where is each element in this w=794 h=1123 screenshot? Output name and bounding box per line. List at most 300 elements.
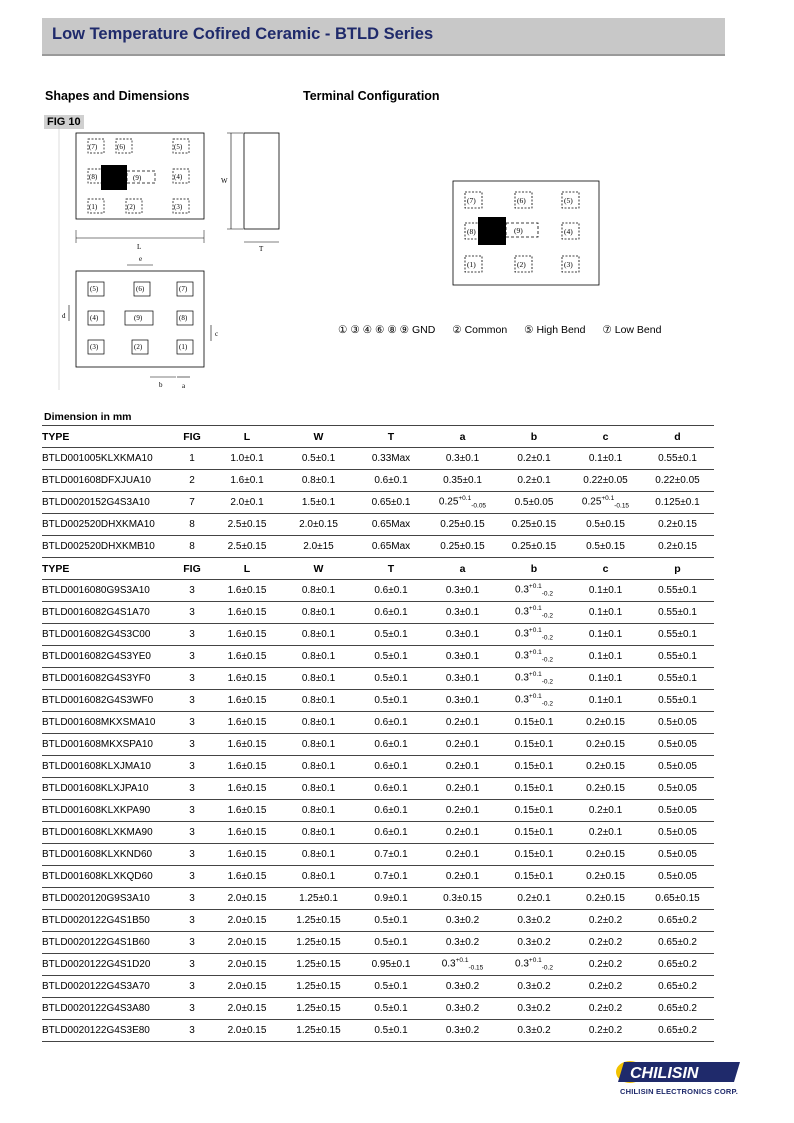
table-row [42,448,714,470]
table-cell: BTLD001608KLXKQD60 [42,866,172,888]
term-pad-label: (5) [564,196,573,205]
table-cell: 0.1±0.1 [570,668,641,690]
table-cell: 0.6±0.1 [355,756,427,778]
table-cell: BTLD001005KLXKMA10 [42,448,172,470]
dimension-table [42,425,714,1042]
term-pad-label: (1) [467,260,476,269]
table-cell: $0.3^{+0.1}_{-0.2}$ [498,690,570,712]
table-cell: 0.2±0.1 [570,800,641,822]
legend-low: ⑦ Low Bend [602,324,662,336]
table-cell: BTLD002520DHXKMA10 [42,514,172,536]
table-cell: 1.6±0.15 [212,866,282,888]
table-cell: BTLD001608MKXSPA10 [42,734,172,756]
table-cell: 1.25±0.15 [282,932,355,954]
table-cell: 3 [172,910,212,932]
table-cell: 0.5±0.1 [355,690,427,712]
dim-d: d [62,312,66,320]
dim-L: L [137,243,142,251]
term-pad-label: (6) [517,196,526,205]
table-cell: a [427,558,498,580]
pad-label: (7) [179,285,188,293]
table-cell: 2.0±0.15 [212,998,282,1020]
table-cell: 0.2±0.2 [570,910,641,932]
legend-common: ② Common [452,324,508,336]
table-cell: 0.5±0.05 [641,844,714,866]
term-pad-label: (4) [564,227,573,236]
table-row [42,580,714,602]
pad-label: (6) [117,143,126,151]
table-cell: 2.0±0.15 [212,888,282,910]
pad-label: (4) [90,314,99,322]
table-cell: 0.15±0.1 [498,778,570,800]
table-row [42,602,714,624]
table-cell: BTLD0020122G4S3A80 [42,998,172,1020]
table-cell: 0.1±0.1 [570,646,641,668]
table-cell: L [212,558,282,580]
table-cell: 0.2±0.15 [570,712,641,734]
table-cell: 0.35±0.1 [427,470,498,492]
logo-subtitle: CHILISIN ELECTRONICS CORP. [620,1087,738,1096]
table-cell: 1.25±0.15 [282,954,355,976]
table-row [42,756,714,778]
table-cell: 0.3±0.1 [427,580,498,602]
table-cell: W [282,426,355,448]
table-cell: 0.6±0.1 [355,712,427,734]
table-row [42,844,714,866]
table-cell: 0.6±0.1 [355,822,427,844]
pad-label: (4) [174,173,183,181]
table-cell: 0.2±0.15 [641,536,714,558]
table-cell: 0.2±0.15 [570,756,641,778]
dim-W: W [221,177,228,185]
table-cell: 1.6±0.1 [212,470,282,492]
term-pad-label: (2) [517,260,526,269]
table-cell: $0.3^{+0.1}_{-0.2}$ [498,668,570,690]
table-cell: 2.0±0.1 [212,492,282,514]
table-cell: 0.2±0.2 [570,932,641,954]
legend-gnd: ① ③ ④ ⑥ ⑧ ⑨ GND [338,324,436,336]
table-cell: 0.2±0.15 [641,514,714,536]
table-cell: 0.65±0.1 [355,492,427,514]
table-cell: 0.65±0.2 [641,998,714,1020]
table-cell: $0.25^{+0.1}_{-0.05}$ [427,492,498,514]
table-cell: 2.0±0.15 [212,954,282,976]
logo-brand: CHILISIN [630,1065,699,1082]
table-cell: 0.3±0.2 [498,976,570,998]
table-row [42,712,714,734]
table-cell: TYPE [42,426,172,448]
table-cell: 2 [172,470,212,492]
table-cell: BTLD001608KLXKMA90 [42,822,172,844]
table-cell: BTLD0020152G4S3A10 [42,492,172,514]
table-cell: BTLD0016082G4S3YE0 [42,646,172,668]
table-cell: BTLD0020122G4S3E80 [42,1020,172,1042]
table-cell: 0.55±0.1 [641,646,714,668]
table-cell: 0.5±0.1 [355,932,427,954]
table-cell: BTLD001608DFXJUA10 [42,470,172,492]
table-cell: 7 [172,492,212,514]
dim-T: T [259,245,264,253]
table-cell: BTLD0020122G4S1B60 [42,932,172,954]
table-cell: 0.3±0.2 [427,910,498,932]
table-row [42,998,714,1020]
table-cell: $0.3^{+0.1}_{-0.2}$ [498,646,570,668]
table-cell: c [570,426,641,448]
table-cell: TYPE [42,558,172,580]
table-cell: 3 [172,888,212,910]
table-cell: 0.65Max [355,514,427,536]
table-cell: b [498,426,570,448]
pad-label: (2) [127,203,136,211]
table-cell: 2.0±15 [282,536,355,558]
table-cell: 0.3±0.2 [498,1020,570,1042]
table-cell: 0.5±0.1 [355,976,427,998]
page-title: Low Temperature Cofired Ceramic - BTLD Series [52,25,434,43]
dim-b: b [159,381,163,389]
table-row [42,646,714,668]
table-cell: 0.65±0.15 [641,888,714,910]
table-cell: 0.2±0.1 [427,822,498,844]
table-row [42,866,714,888]
table-cell: 0.8±0.1 [282,712,355,734]
table-cell: BTLD0020120G9S3A10 [42,888,172,910]
table-cell: 0.2±0.1 [427,800,498,822]
table-cell: 1.5±0.1 [282,492,355,514]
table-cell: 0.55±0.1 [641,602,714,624]
table-cell: 1.6±0.15 [212,734,282,756]
table-cell: 0.125±0.1 [641,492,714,514]
terminal-pads [465,192,579,272]
table-cell: 0.1±0.1 [570,448,641,470]
pad-label: (6) [136,285,145,293]
table-cell: 1.6±0.15 [212,624,282,646]
table-cell: 0.5±0.05 [641,712,714,734]
table-cell: 0.33Max [355,448,427,470]
table-cell: 3 [172,756,212,778]
table-row [42,514,714,536]
table-cell: $0.3^{+0.1}_{-0.15}$ [427,954,498,976]
table-cell: 3 [172,800,212,822]
table-cell: 0.8±0.1 [282,602,355,624]
table-cell: $0.3^{+0.1}_{-0.2}$ [498,580,570,602]
table-cell: 0.3±0.2 [498,998,570,1020]
table-cell: 0.5±0.05 [641,734,714,756]
table-cell: $0.3^{+0.1}_{-0.2}$ [498,624,570,646]
table-cell: 0.2±0.1 [427,778,498,800]
table-cell: 0.3±0.2 [427,1020,498,1042]
table-cell: 0.2±0.1 [498,448,570,470]
table-cell: 8 [172,514,212,536]
pad-label: (8) [179,314,188,322]
table-cell: 0.8±0.1 [282,470,355,492]
table-cell: 0.3±0.1 [427,690,498,712]
table-cell: 3 [172,1020,212,1042]
table-cell: 2.5±0.15 [212,514,282,536]
table-cell: 0.6±0.1 [355,470,427,492]
table-cell: 3 [172,998,212,1020]
table-cell: BTLD001608KLXJMA10 [42,756,172,778]
table-cell: 0.3±0.2 [498,932,570,954]
table-cell: 0.2±0.15 [570,888,641,910]
table-row [42,734,714,756]
table-cell: 0.9±0.1 [355,888,427,910]
term-pad-label: (8) [467,227,476,236]
dim-c: c [215,330,219,338]
table-cell: 0.55±0.1 [641,580,714,602]
table-cell: 1.6±0.15 [212,580,282,602]
table-cell: 0.2±0.1 [498,888,570,910]
table-cell: 0.2±0.15 [570,778,641,800]
table-cell: 0.2±0.2 [570,976,641,998]
table-row [42,778,714,800]
table-cell: 2.0±0.15 [212,910,282,932]
table-cell: 0.2±0.1 [427,712,498,734]
table-cell: d [641,426,714,448]
table-cell: 1.6±0.15 [212,712,282,734]
table-cell: 3 [172,668,212,690]
table-cell: 0.5±0.1 [355,624,427,646]
table-cell: BTLD0016082G4S3WF0 [42,690,172,712]
table-cell: 0.15±0.1 [498,734,570,756]
table-cell: 0.65±0.2 [641,910,714,932]
table-cell: 3 [172,580,212,602]
table-cell: 0.1±0.1 [570,690,641,712]
table-cell: 0.25±0.15 [498,536,570,558]
table-cell: BTLD0020122G4S1D20 [42,954,172,976]
table-cell: 0.2±0.1 [570,822,641,844]
table-cell: 0.5±0.05 [641,800,714,822]
table-cell: 0.65±0.2 [641,954,714,976]
table-cell: 1.6±0.15 [212,844,282,866]
table-cell: 0.8±0.1 [282,668,355,690]
table-cell: 0.15±0.1 [498,844,570,866]
table-cell: 0.2±0.15 [570,844,641,866]
table-cell: 3 [172,932,212,954]
table-cell: 0.3±0.2 [427,976,498,998]
table-cell: 3 [172,844,212,866]
table-cell: BTLD0016082G4S3YF0 [42,668,172,690]
pad-label: (7) [89,143,98,151]
table-cell: 0.25±0.15 [427,536,498,558]
legend-high: ⑤ High Bend [524,324,586,336]
term-pad-label: (9) [514,226,523,235]
pad-label: (3) [90,343,99,351]
table-cell: 0.3±0.1 [427,602,498,624]
table-row [42,492,714,514]
table-cell: 0.6±0.1 [355,602,427,624]
table-cell: 0.2±0.1 [427,866,498,888]
table-cell: 0.2±0.2 [570,1020,641,1042]
table-cell: 0.22±0.05 [570,470,641,492]
table-row [42,800,714,822]
terminal-heading: Terminal Configuration [303,89,440,103]
table-cell: BTLD001608MKXSMA10 [42,712,172,734]
table-cell: 1.6±0.15 [212,646,282,668]
table-cell: 0.5±0.15 [570,514,641,536]
table-cell: 1.25±0.15 [282,1020,355,1042]
table-cell: 0.3±0.2 [498,910,570,932]
legend [338,324,675,336]
table-cell: 0.65±0.2 [641,1020,714,1042]
table-cell: 1.25±0.15 [282,910,355,932]
table-cell: 0.5±0.1 [282,448,355,470]
table-cell: 0.2±0.1 [427,734,498,756]
fig-label: FIG 10 [44,115,84,129]
table-row [42,536,714,558]
table-cell: 0.5±0.05 [498,492,570,514]
table-cell: BTLD0016082G4S1A70 [42,602,172,624]
table-cell: BTLD001608KLXKPA90 [42,800,172,822]
table-cell: 3 [172,646,212,668]
table-cell: 0.5±0.1 [355,998,427,1020]
dim-a: a [182,382,186,390]
table-cell: W [282,558,355,580]
table-cell: BTLD0020122G4S3A70 [42,976,172,998]
table-header-row [42,558,714,580]
table-cell: 0.2±0.1 [498,470,570,492]
table-cell: 2.0±0.15 [212,1020,282,1042]
table-row [42,888,714,910]
pad-label: (1) [89,203,98,211]
table-cell: 0.2±0.15 [570,866,641,888]
table-cell: $0.3^{+0.1}_{-0.2}$ [498,954,570,976]
table-cell: T [355,558,427,580]
table-cell: 0.15±0.1 [498,866,570,888]
table-cell: 2.0±0.15 [282,514,355,536]
table-row [42,822,714,844]
pad-label: (3) [174,203,183,211]
table-cell: 0.15±0.1 [498,800,570,822]
table-cell: 1.6±0.15 [212,668,282,690]
table-cell: BTLD0016082G4S3C00 [42,624,172,646]
table-cell: 0.1±0.1 [570,602,641,624]
table-cell: 3 [172,712,212,734]
table-cell: 0.2±0.1 [427,756,498,778]
table-row [42,954,714,976]
table-cell: 0.8±0.1 [282,800,355,822]
table-cell: $0.25^{+0.1}_{-0.15}$ [570,492,641,514]
table-cell: 0.55±0.1 [641,690,714,712]
table-cell: 0.2±0.2 [570,954,641,976]
table-cell: 1 [172,448,212,470]
table-cell: 3 [172,976,212,998]
table-cell: FIG [172,558,212,580]
table-cell: 0.6±0.1 [355,580,427,602]
pad-label: (1) [179,343,188,351]
pad-label: (5) [90,285,99,293]
table-cell: BTLD001608KLXJPA10 [42,778,172,800]
pad-label: (5) [174,143,183,151]
table-cell: 3 [172,734,212,756]
bottom-pads [88,282,193,354]
dimension-title: Dimension in mm [44,411,132,423]
table-cell: FIG [172,426,212,448]
dim-e: e [139,255,143,263]
table-cell: 0.5±0.05 [641,822,714,844]
table-cell: a [427,426,498,448]
table-row [42,976,714,998]
table-cell: 0.3±0.1 [427,624,498,646]
table-cell: 0.7±0.1 [355,844,427,866]
table-cell: 1.6±0.15 [212,602,282,624]
table-cell: 0.8±0.1 [282,646,355,668]
table-cell: 3 [172,690,212,712]
table-cell: 0.3±0.1 [427,668,498,690]
pad-label: (9) [133,174,142,182]
term-pad-label: (3) [564,260,573,269]
title-bar [42,18,725,56]
table-row [42,1020,714,1042]
table-cell: 0.65±0.2 [641,932,714,954]
table-cell: T [355,426,427,448]
table-cell: 0.7±0.1 [355,866,427,888]
table-cell: 0.8±0.1 [282,822,355,844]
table-cell: 0.5±0.05 [641,778,714,800]
table-cell: 0.5±0.1 [355,646,427,668]
table-header-row [42,426,714,448]
table-cell: 3 [172,778,212,800]
table-cell: 0.8±0.1 [282,580,355,602]
table-row [42,624,714,646]
table-cell: 2.0±0.15 [212,976,282,998]
table-cell: 0.95±0.1 [355,954,427,976]
table-cell: 1.6±0.15 [212,800,282,822]
table-cell: 1.6±0.15 [212,690,282,712]
table-cell: 0.25±0.15 [427,514,498,536]
pad-label: (9) [134,314,143,322]
table-cell: 0.8±0.1 [282,866,355,888]
table-cell: 2.0±0.15 [212,932,282,954]
table-cell: 0.55±0.1 [641,668,714,690]
table-cell: 0.22±0.05 [641,470,714,492]
table-cell: 0.5±0.05 [641,866,714,888]
table-cell: 8 [172,536,212,558]
table-cell: b [498,558,570,580]
table-cell: 1.25±0.15 [282,998,355,1020]
table-cell: 0.15±0.1 [498,712,570,734]
table-cell: 3 [172,624,212,646]
table-row [42,668,714,690]
table-cell: 0.8±0.1 [282,734,355,756]
shapes-heading: Shapes and Dimensions [45,89,190,103]
table-cell: BTLD0020122G4S1B50 [42,910,172,932]
table-row [42,910,714,932]
table-cell: 0.8±0.1 [282,624,355,646]
table-cell: 0.6±0.1 [355,734,427,756]
table-cell: c [570,558,641,580]
table-cell: BTLD002520DHXKMB10 [42,536,172,558]
terminal-drawing [452,180,602,288]
table-cell: 0.6±0.1 [355,800,427,822]
table-cell: 1.6±0.15 [212,778,282,800]
table-row [42,690,714,712]
table-cell: 0.65Max [355,536,427,558]
table-cell: 0.1±0.1 [570,624,641,646]
table-cell: 1.25±0.15 [282,976,355,998]
table-cell: 2.5±0.15 [212,536,282,558]
table-cell: 0.6±0.1 [355,778,427,800]
pad-label: (8) [89,173,98,181]
table-cell: 0.15±0.1 [498,756,570,778]
table-cell: 0.5±0.1 [355,1020,427,1042]
table-cell: 0.2±0.2 [570,998,641,1020]
table-cell: BTLD001608KLXKND60 [42,844,172,866]
table-cell: 0.8±0.1 [282,756,355,778]
table-cell: 1.25±0.1 [282,888,355,910]
table-cell: 0.15±0.1 [498,822,570,844]
table-cell: 1.0±0.1 [212,448,282,470]
table-cell: 0.3±0.2 [427,932,498,954]
